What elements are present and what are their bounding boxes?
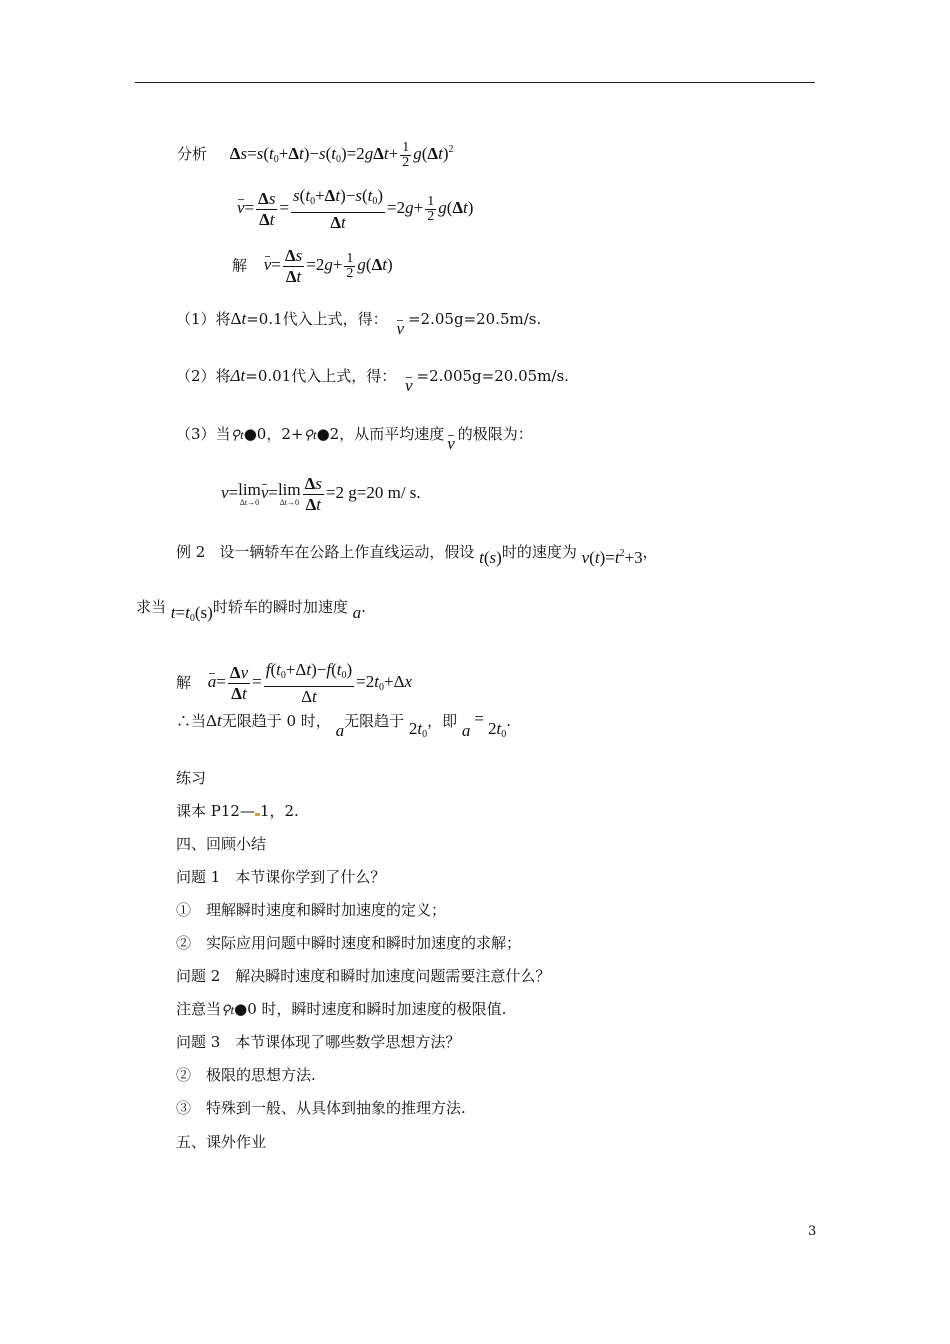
question-3: 问题 3 本节课体现了哪些数学思想方法？ xyxy=(176,1033,461,1051)
solution-label: 解 xyxy=(232,256,248,275)
header-rule xyxy=(135,82,815,83)
question-1-answer-2: ② 实际应用问题中瞬时速度和瞬时加速度的求解； xyxy=(176,934,522,952)
solution-line: 解 v= $\frac{\Delta s}{\Delta t}$ =2g+ $\frac{1}{2}$ g(Δt) xyxy=(232,246,393,286)
textbook-exercise: 课本 P12— 1，2. xyxy=(176,802,299,820)
question-1: 问题 1 本节课你学到了什么？ xyxy=(176,868,386,886)
question-3-answer-2: ③ 特殊到一般、从具体到抽象的推理方法. xyxy=(176,1099,466,1117)
avg-velocity-formula: v= $\frac{\Delta s}{\Delta t}$ = $\frac{s(t_0+\Delta t)-s(t_0)}{\Delta t}$ =2g+ $\frac{1}{2}$ g(Δt) xyxy=(237,186,474,232)
question-2-answer: 注意当⚲t●0 时，瞬时速度和瞬时加速度的极限值. xyxy=(176,1000,507,1018)
question-2: 问题 2 解决瞬时速度和瞬时加速度问题需要注意什么？ xyxy=(176,967,551,985)
limit-line: v= lim Δt→0 v= lim Δt→0 $\frac{\Delta s}{\Delta t}$ =2 g=20 m/ s. xyxy=(221,474,421,514)
section-4-heading: 四、回顾小结 xyxy=(176,835,267,853)
formula-delta-s: $\Delta s=s(t_0+\Delta t)-s(t_0)=2g\Delta t+$ $\frac{1}{2}$ $g(\Delta t)^2$ xyxy=(229,139,454,170)
ask-line: 求当 $t=t_0(s)$时轿车的瞬时加速度 a. xyxy=(136,598,366,624)
step-3: （3）当⚲t●0，2+⚲t●2，从而平均速度 v 的极限为： xyxy=(176,425,533,453)
question-3-answer-1: ② 极限的思想方法. xyxy=(176,1066,316,1084)
step-2: （2）将Δt=0.01代入上式，得： v =2.005g=20.05m/s. xyxy=(176,366,569,395)
section-5-heading: 五、课外作业 xyxy=(176,1133,267,1151)
question-1-answer-1: ① 理解瞬时速度和瞬时加速度的定义； xyxy=(176,901,447,919)
solution-2: 解 a= $\frac{\Delta v}{\Delta t}$ = $\frac{f(t_0+\Delta t)-f(t_0)}{\Delta t}$ $=2t_0+\Delta x$ xyxy=(176,660,413,706)
practice-heading: 练习 xyxy=(176,769,207,787)
example-2: 例 2 设一辆轿车在公路上作直线运动，假设 t(s)时的速度为 $v(t)=t^2+3$， xyxy=(176,543,658,567)
step-1: （1）将Δt=0.1代入上式，得： v =2.05g=20.5m/s. xyxy=(176,309,542,338)
analysis-line xyxy=(177,140,454,170)
therefore-line: ∴当Δt无限趋于 0 时， a无限趋于 $2t_0$，即 $a=2t_0$. xyxy=(176,709,511,740)
page-number: 3 xyxy=(808,1224,817,1239)
analysis-label: 分析 xyxy=(177,145,208,163)
